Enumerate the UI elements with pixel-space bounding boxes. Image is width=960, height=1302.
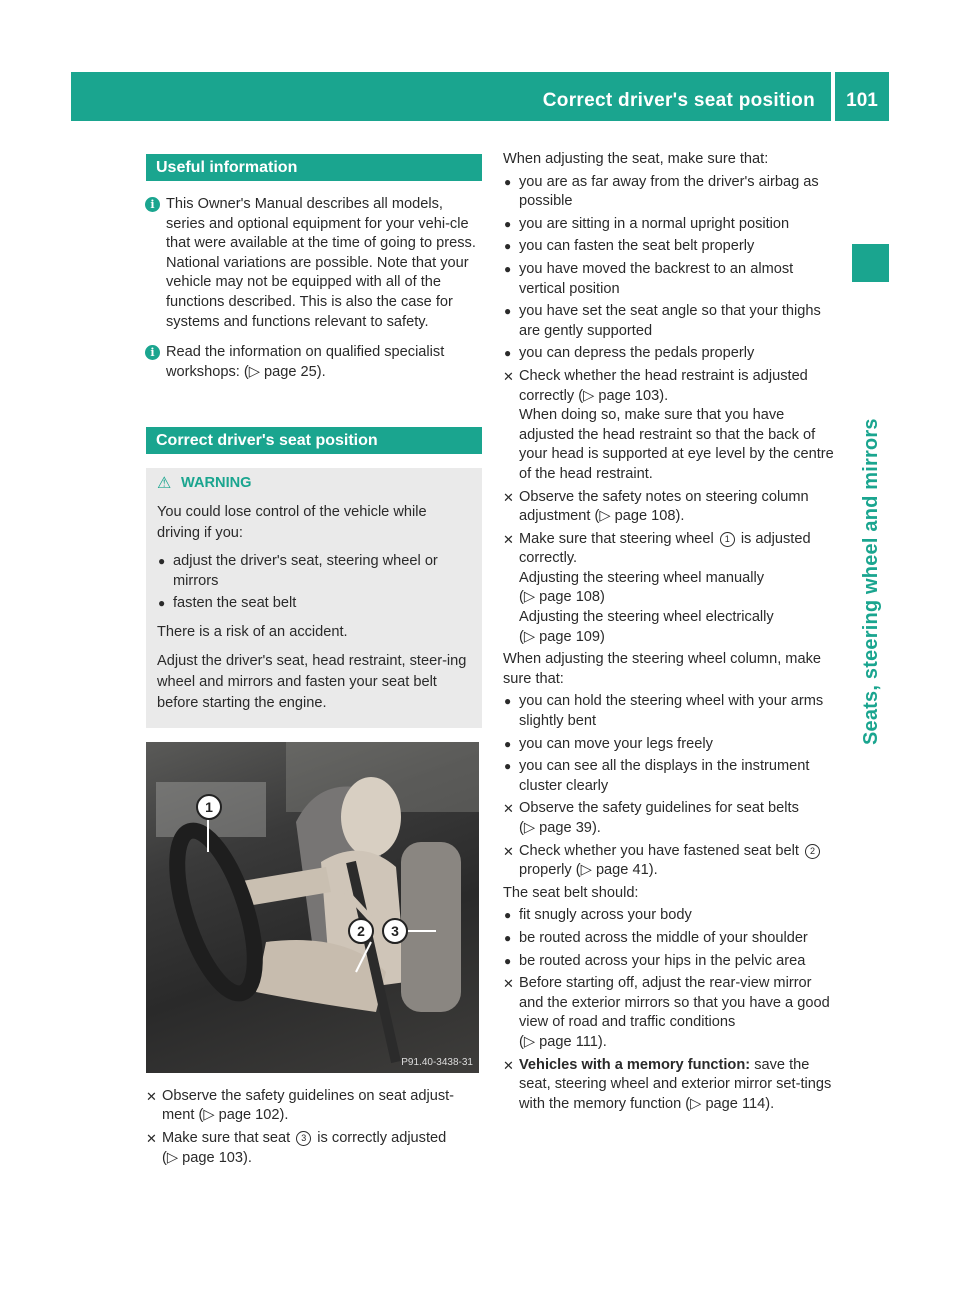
list-item-text: you have moved the backrest to an almost vertical position (519, 260, 794, 297)
step-subitem-ref: (▷ page 108) (519, 589, 605, 606)
step-marker-icon: ✕ (503, 489, 514, 505)
section-heading-useful: Useful information (146, 154, 482, 181)
list-item (503, 237, 835, 257)
arrow-icon: ▷ (203, 1107, 215, 1124)
driver-seat-figure (146, 742, 479, 1073)
list-item (503, 952, 835, 972)
list-item-text: fasten the seat belt (173, 595, 297, 612)
step-item: ✕ Observe the safety guidelines for seat belts (▷ page 39). (503, 800, 799, 836)
list-item (503, 906, 835, 926)
arrow-icon: ▷ (523, 820, 536, 836)
page-number-box (835, 72, 889, 121)
step-subitem-ref: (▷ page 109) (519, 628, 605, 645)
step-marker-icon: ✕ (503, 1057, 514, 1073)
number-badge: 1 (720, 532, 735, 547)
right-column (503, 150, 835, 1117)
step-item: ✕ Vehicles with a memory function: save the seat, steering wheel and exterior mirror set-tings with the memory function (▷ page 114). (503, 1056, 832, 1112)
arrow-icon: ▷ (599, 508, 611, 525)
left-column (146, 154, 482, 1171)
list-item-text: fit snugly across your body (519, 907, 692, 924)
callout-1: 1 (196, 794, 222, 820)
list-item (503, 173, 835, 212)
list-item-text: you can see all the displays in the instrument cluster clearly (519, 758, 810, 794)
step-text: Make sure that seat (162, 1129, 291, 1146)
info-note (146, 343, 482, 382)
list-item (503, 757, 835, 796)
step-item (503, 530, 835, 648)
step-text: Observe the safety guidelines for seat belts (519, 800, 799, 817)
warning-box (146, 468, 482, 727)
page-reference[interactable]: page 111 (539, 1033, 598, 1050)
page-reference[interactable]: page 109 (539, 628, 601, 645)
callout-2: 2 (348, 918, 374, 944)
warning-advice: Adjust the driver's seat, head restraint, steer-ing wheel and mirrors and fasten your seat belt before starting the engine. (157, 652, 467, 711)
paragraph: When adjusting the seat, make sure that: (503, 151, 769, 167)
bullet-icon: ● (158, 596, 166, 611)
number-badge: 2 (805, 844, 820, 859)
page-reference[interactable]: page 103 (182, 1149, 244, 1166)
figure-code: P91.40-3438-31 (401, 1056, 473, 1068)
bullet-icon: ● (504, 239, 512, 254)
info-icon: i (145, 197, 160, 212)
list-item-text: you can move your legs freely (519, 735, 713, 752)
info-text: This Owner's Manual describes all models, series and optional equipment for your vehi-cle that were available at the time of going to press. National variations are possible. Note that your vehicle may not be equipped with all of the functions described. This is also the case for systems and functions relevant to safety. (166, 196, 476, 330)
paragraph: The seat belt should: (503, 884, 639, 901)
info-icon: i (145, 345, 160, 360)
callout-3: 3 (382, 918, 408, 944)
step-marker-icon: ✕ (503, 843, 514, 859)
list-item (503, 215, 835, 235)
warning-intro: You could lose control of the vehicle while driving if you: (157, 503, 427, 541)
step-item: ✕ Check whether you have fastened seat belt 2 properly (▷ page 41). (503, 842, 835, 881)
arrow-icon: ▷ (166, 1149, 179, 1166)
page-reference[interactable]: page 25 (264, 363, 317, 380)
step-marker-icon: ✕ (503, 976, 514, 992)
list-item-text: be routed across your hips in the pelvic area (519, 952, 806, 969)
arrow-icon: ▷ (523, 589, 536, 606)
step-item: ✕ Make sure that seat 3 is correctly adjusted (▷ page 103). (146, 1129, 447, 1166)
list-item (157, 594, 470, 614)
list-item-text: you have set the seat angle so that your thighs are gently supported (519, 303, 821, 339)
text-end: ). (316, 363, 326, 380)
page-number: 101 (846, 90, 878, 111)
arrow-icon: ▷ (690, 1095, 702, 1112)
bullet-icon: ● (504, 953, 512, 968)
driver-illustration (146, 742, 479, 1073)
page-reference[interactable]: page 108 (539, 589, 601, 606)
warning-title (157, 474, 470, 494)
step-text: Check whether the head restraint is adjusted correctly ( (519, 367, 808, 404)
list-item-text: you are as far away from the driver's airbag as possible (519, 173, 819, 210)
number-badge: 3 (296, 1131, 311, 1146)
list-item (503, 692, 835, 731)
arrow-icon: ▷ (580, 862, 592, 879)
step-text: Make sure that steering wheel (519, 530, 714, 547)
step-text: Check whether you have fastened seat belt (519, 842, 799, 859)
step-subitem: Adjusting the steering wheel electrically (519, 609, 774, 626)
list-item-text: you are sitting in a normal upright position (519, 215, 790, 232)
header-bar (71, 72, 831, 121)
list-item (503, 302, 835, 341)
bullet-icon: ● (504, 346, 512, 361)
arrow-icon: ▷ (248, 363, 260, 380)
page-reference[interactable]: page 108 (614, 508, 676, 525)
step-marker-icon: ✕ (503, 531, 514, 547)
step-text: save the seat, steering wheel and exterior mirror set-tings with the memory function ( (519, 1056, 832, 1112)
warning-icon: ⚠ (157, 475, 172, 493)
section-heading-seat: Correct driver's seat position (146, 427, 482, 454)
step-note: When doing so, make sure that you have adjusted the head restraint so that the back of your head is supported at eye level by the centre of the head restraint. (519, 407, 834, 482)
list-item (503, 260, 835, 299)
bullet-icon: ● (504, 908, 512, 923)
list-item (503, 344, 835, 364)
list-item (157, 552, 470, 591)
step-marker-icon: ✕ (503, 368, 514, 384)
bullet-icon: ● (504, 694, 512, 709)
bullet-icon: ● (504, 261, 512, 276)
page-reference[interactable]: page 102 (218, 1107, 280, 1124)
step-text: properly ( (519, 862, 581, 879)
step-marker-icon: ✕ (146, 1130, 157, 1146)
step-text: is adjusted correctly. (519, 530, 811, 567)
info-note (146, 195, 482, 332)
bullet-icon: ● (504, 759, 512, 774)
page-title: Correct driver's seat position (542, 90, 815, 111)
step-item: ✕ Observe the safety notes on steering column adjustment (▷ page 108). (503, 488, 809, 525)
step-text: is correctly adjusted (317, 1129, 447, 1146)
arrow-icon: ▷ (583, 387, 595, 404)
chapter-tab (852, 244, 889, 282)
arrow-icon: ▷ (523, 1033, 536, 1050)
list-item (503, 735, 835, 755)
list-item-text: be routed across the middle of your shoulder (519, 929, 808, 946)
bullet-icon: ● (504, 304, 512, 319)
page-reference[interactable]: page 103 (598, 387, 660, 404)
page-reference[interactable]: page 41 (595, 862, 649, 879)
list-item-text: adjust the driver's seat, steering wheel or mirrors (173, 552, 438, 589)
warning-risk: There is a risk of an accident. (157, 623, 348, 640)
paragraph: When adjusting the steering wheel column, make sure that: (503, 651, 821, 687)
bullet-icon: ● (504, 174, 512, 189)
arrow-icon: ▷ (523, 628, 536, 645)
step-item: ✕ Before starting off, adjust the rear-view mirror and the exterior mirrors so that you have a good view of road and traffic conditions (▷ page 111). (503, 975, 830, 1050)
step-text: Observe the safety notes on steering column adjustment ( (519, 488, 809, 525)
bullet-icon: ● (504, 216, 512, 231)
bullet-icon: ● (504, 736, 512, 751)
step-marker-icon: ✕ (146, 1088, 157, 1104)
step-text: Observe the safety guidelines on seat adjust-ment ( (162, 1087, 455, 1124)
step-subitem: Adjusting the steering wheel manually (519, 569, 764, 586)
step-marker-icon: ✕ (503, 801, 514, 817)
bullet-icon: ● (504, 930, 512, 945)
list-item (503, 929, 835, 949)
chapter-label: Seats, steering wheel and mirrors (860, 418, 882, 745)
bullet-icon: ● (158, 553, 166, 568)
page-reference[interactable]: page 114 (705, 1095, 766, 1112)
page-reference[interactable]: page 39 (539, 820, 592, 836)
list-item-text: you can fasten the seat belt properly (519, 238, 755, 255)
warning-title-text: WARNING (181, 475, 252, 492)
info-text: Read the information on qualified specialist workshops: ( (166, 344, 445, 380)
step-item: ✕ Observe the safety guidelines on seat adjust-ment (▷ page 102). (146, 1087, 455, 1124)
list-item-text: you can depress the pedals properly (519, 345, 755, 362)
list-item-text: you can hold the steering wheel with your arms slightly bent (519, 693, 824, 730)
step-bold-label: Vehicles with a memory function: (519, 1056, 751, 1073)
step-text: Before starting off, adjust the rear-view mirror and the exterior mirrors so that you have a good view of road and traffic conditions (519, 975, 830, 1031)
step-item: ✕ Check whether the head restraint is adjusted correctly (▷ page 103). When doing so, make sure that you have adjusted the head restraint so that the back of your head is supported at eye level by the centre of the head restraint. (503, 367, 835, 485)
